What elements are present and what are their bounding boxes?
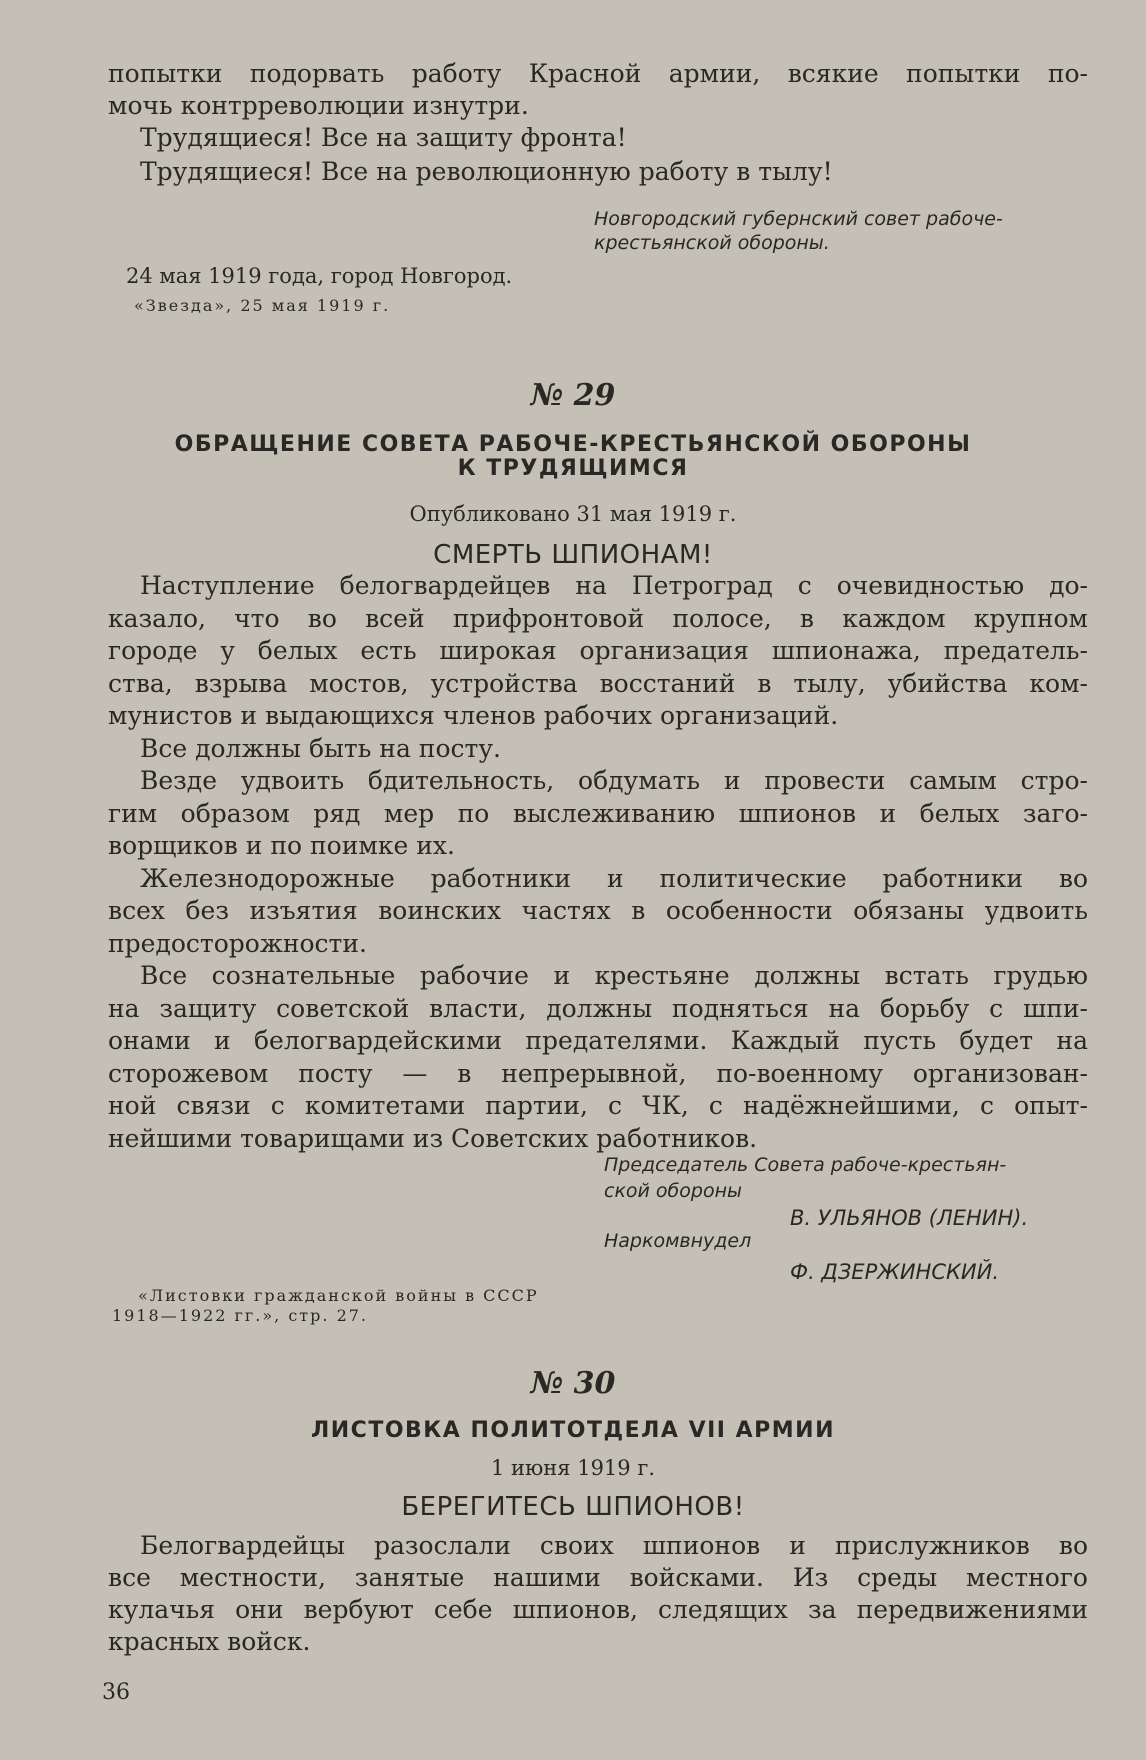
body-line: Все сознательные рабочие и крестьяне должны встать грудью — [140, 961, 1088, 990]
doc29-published: Опубликовано 31 мая 1919 г. — [409, 502, 737, 526]
body-line: ства, взрыва мостов, устройства восстаний в тылу, убийства ком- — [108, 668, 1088, 698]
source-zvezda: «Звезда», 25 мая 1919 г. — [134, 296, 391, 315]
body-line: красных войск. — [108, 1627, 311, 1656]
doc30-slogan: БЕРЕГИТЕСЬ ШПИОНОВ! — [401, 1492, 745, 1522]
chair-title-line-1: Председатель Совета рабоче-крестьян- — [604, 1154, 1007, 1176]
chair-name: В. УЛЬЯНОВ (ЛЕНИН). — [790, 1206, 1029, 1230]
body-line: предосторожности. — [108, 928, 367, 958]
nkvd-title: Наркомвнудел — [604, 1230, 752, 1252]
body-line: ворщиков и по поимке их. — [108, 831, 455, 860]
body-line: нейшими товарищами из Советских работников. — [108, 1123, 758, 1153]
body-line: Везде удвоить бдительность, обдумать и провести самым стро- — [140, 766, 1088, 795]
body-line: гим образом ряд мер по выслеживанию шпионов и белых заго- — [108, 798, 1088, 828]
body-line: Наступление белогвардейцев на Петроград с очевидностью до- — [140, 571, 1088, 600]
page-number: 36 — [102, 1680, 130, 1705]
body-line: сторожевом посту — в непрерывной, по-военному организован- — [108, 1058, 1088, 1088]
top-line-2: мочь контрреволюции изнутри. — [108, 91, 529, 120]
signature-council-line-1: Новгородский губернский совет рабоче- — [594, 208, 1003, 230]
top-line-1: попытки подорвать работу Красной армии, всякие попытки по- — [108, 59, 1088, 88]
body-line: ной связи с комитетами партии, с ЧК, с надёжнейшими, с опыт- — [108, 1091, 1088, 1120]
body-line: всех без изъятия воинских частях в особенности обязаны удвоить — [108, 896, 1088, 925]
body-line: Все должны быть на посту. — [140, 733, 501, 763]
top-line-4: Трудящиеся! Все на революционную работу в тылу! — [140, 157, 833, 186]
nkvd-name: Ф. ДЗЕРЖИНСКИЙ. — [790, 1260, 1000, 1284]
body-line: онами и белогвардейскими предателями. Каждый пусть будет на — [108, 1026, 1088, 1055]
chair-title-line-2: ской обороны — [604, 1180, 743, 1202]
signature-council-line-2: крестьянской обороны. — [594, 232, 830, 254]
body-line: Железнодорожные работники и политические работники во — [140, 863, 1088, 893]
doc29-slogan: СМЕРТЬ ШПИОНАМ! — [433, 540, 713, 570]
doc29-number: № 29 — [530, 378, 616, 413]
doc30-date: 1 июня 1919 г. — [490, 1456, 656, 1480]
doc29-title-line-1: ОБРАЩЕНИЕ СОВЕТА РАБОЧЕ-КРЕСТЬЯНСКОЙ ОБОРОНЫ — [174, 432, 972, 457]
doc29-source-line-1: «Листовки гражданской войны в СССР — [138, 1286, 539, 1305]
body-line: все местности, занятые нашими войсками. Из среды местного — [108, 1563, 1088, 1592]
body-line: мунистов и выдающихся членов рабочих организаций. — [108, 701, 839, 730]
doc30-number: № 30 — [530, 1366, 616, 1401]
body-line: на защиту советской власти, должны подняться на борьбу с шпи- — [108, 993, 1088, 1023]
body-line: казало, что во всей прифронтовой полосе, в каждом крупном — [108, 603, 1088, 633]
date-place: 24 мая 1919 года, город Новгород. — [126, 264, 513, 288]
body-line: Белогвардейцы разослали своих шпионов и прислужников во — [140, 1531, 1088, 1560]
body-line: городе у белых есть широкая организация шпионажа, предатель- — [108, 636, 1088, 665]
top-line-3: Трудящиеся! Все на защиту фронта! — [140, 123, 627, 152]
doc29-title-line-2: К ТРУДЯЩИМСЯ — [457, 456, 689, 481]
doc29-source-line-2: 1918—1922 гг.», стр. 27. — [112, 1306, 369, 1325]
doc30-title: ЛИСТОВКА ПОЛИТОТДЕЛА VII АРМИИ — [311, 1418, 835, 1443]
body-line: кулачья они вербуют себе шпионов, следящих за передвижениями — [108, 1595, 1088, 1624]
